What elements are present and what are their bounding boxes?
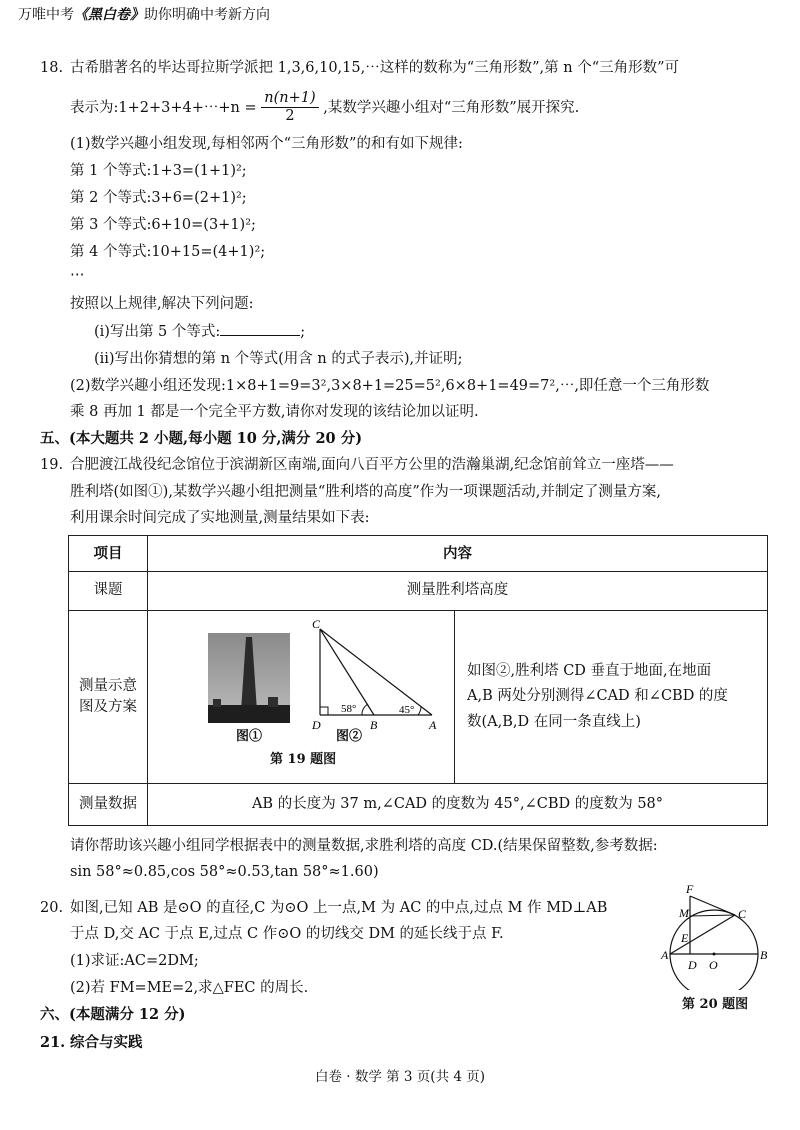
q19-line1: 合肥渡江战役纪念馆位于滨湖新区南端,面向八百平方公里的浩瀚巢湖,纪念馆前耸立一座塔—— (70, 457, 674, 473)
angle-45-label: 45° (399, 704, 415, 716)
table-header-content: 内容 (148, 536, 768, 572)
q18-sub2: (ⅱ)写出你猜想的第 n 个等式(用含 n 的式子表示),并证明; (94, 351, 463, 367)
fraction-numerator: n(n+1) (261, 90, 318, 108)
q18-eq2: 第 2 个等式:3+6=(2+1)²; (70, 190, 247, 206)
triangular-number-fraction (261, 90, 318, 126)
tower-photo (208, 633, 290, 723)
answer-blank[interactable] (220, 323, 300, 336)
q20-number: 20. (40, 900, 64, 916)
label-c: C (312, 619, 321, 631)
triangle-diagram (298, 619, 448, 734)
segment-mc (690, 915, 735, 916)
q20-line2: 于点 D,交 AC 于点 E,过点 C 作⊙O 的切线交 DM 的延长线于点 F. (70, 926, 504, 942)
header-suffix: 助你明确中考新方向 (144, 7, 270, 23)
chord-ac (670, 915, 735, 954)
measurement-table (68, 535, 768, 826)
page-footer: 白卷 · 数学 第 3 页(共 4 页) (314, 1069, 486, 1085)
q18-sub1-end: ; (300, 324, 306, 340)
q18-part2-line2: 乘 8 再加 1 都是一个完全平方数,请你对发现的该结论加以证明. (70, 404, 479, 420)
scheme-label-line1: 测量示意 (79, 677, 137, 694)
fig2-caption: 图② (336, 729, 363, 744)
q18-eq3: 第 3 个等式:6+10=(3+1)²; (70, 217, 256, 233)
q19-ask-line2: sin 58°≈0.85,cos 58°≈0.53,tan 58°≈1.60) (70, 864, 379, 880)
fraction-denominator: 2 (285, 108, 295, 125)
header-prefix: 万唯中考 (18, 7, 74, 23)
q19-number: 19. (40, 457, 64, 473)
label-f: F (686, 882, 694, 896)
q19-ask-line1: 请你帮助该兴趣小组同学根据表中的测量数据,求胜利塔的高度 CD.(结果保留整数,参考数据: (70, 838, 658, 854)
q18-sub1 (94, 322, 305, 343)
q21-number: 21. (40, 1034, 66, 1051)
right-angle-mark (320, 707, 328, 715)
page-header (18, 5, 270, 25)
desc-line1: 如图②,胜利塔 CD 垂直于地面,在地面 (467, 662, 712, 679)
figure-cell (148, 611, 455, 784)
q18-part2-line1: (2)数学兴趣小组还发现:1×8+1=9=3²,3×8+1=25=5²,6×8+1=49=7²,⋯,即任意一个三角形数 (70, 378, 710, 394)
q18-sub1-text: (ⅰ)写出第 5 个等式: (94, 324, 221, 340)
center-point (713, 953, 716, 956)
label-d: D (312, 718, 321, 732)
scheme-description (455, 611, 768, 784)
label-b: B (760, 948, 768, 962)
q18-line1: 古希腊著名的毕达哥拉斯学派把 1,3,6,10,15,⋯这样的数称为“三角形数”,第 n 个“三角形数”可 (70, 60, 680, 76)
q20-line1: 如图,已知 AB 是⊙O 的直径,C 为⊙O 上一点,M 为 AC 的中点,过点 M 作 MD⊥AB (70, 900, 608, 916)
q18-part1-intro: (1)数学兴趣小组发现,每相邻两个“三角形数”的和有如下规律: (70, 136, 463, 152)
data-label: 测量数据 (69, 784, 148, 826)
q18-eq1: 第 1 个等式:1+3=(1+1)²; (70, 163, 247, 179)
section6-heading: 六、(本题满分 12 分) (40, 1006, 186, 1023)
topic-label: 课题 (69, 572, 148, 611)
label-a: A (661, 948, 669, 962)
scheme-label-line2: 图及方案 (79, 699, 137, 715)
q19-line2: 胜利塔(如图①),某数学兴趣小组把测量“胜利塔的高度”作为一项课题活动,并制定了测量方案, (70, 484, 661, 500)
q18-line2-post: ,某数学兴趣小组对“三角形数”展开探究. (323, 99, 580, 116)
q18-line2 (70, 90, 579, 126)
fig19-title: 第 19 题图 (270, 752, 337, 767)
label-m: M (679, 906, 689, 920)
angle-58-label: 58° (341, 703, 357, 715)
angle-a-arc (418, 707, 421, 715)
data-value: AB 的长度为 37 m,∠CAD 的度数为 45°,∠CBD 的度数为 58° (148, 784, 768, 826)
scheme-label (69, 611, 148, 784)
circle-o (670, 910, 758, 990)
label-a: A (429, 718, 437, 732)
q18-line2-pre: 表示为:1+2+3+4+⋯+n = (70, 99, 257, 116)
label-b: B (370, 718, 378, 732)
q19-line3: 利用课余时间完成了实地测量,测量结果如下表: (70, 510, 370, 526)
header-book-title: 《黑白卷》 (74, 7, 144, 23)
q20-part2: (2)若 FM=ME=2,求△FEC 的周长. (70, 980, 309, 996)
q20-part1: (1)求证:AC=2DM; (70, 953, 199, 969)
desc-line2: A,B 两处分别测得∠CAD 和∠CBD 的度 (467, 688, 728, 705)
topic-value: 测量胜利塔高度 (148, 572, 768, 611)
section5-heading: 五、(本大题共 2 小题,每小题 10 分,满分 20 分) (40, 430, 363, 447)
fig20-caption: 第 20 题图 (682, 997, 749, 1012)
q18-instruction: 按照以上规律,解决下列问题: (70, 296, 254, 312)
label-e: E (681, 931, 689, 945)
angle-b-arc (362, 704, 368, 715)
q18-number: 18. (40, 60, 64, 76)
label-d: D (688, 958, 697, 972)
q18-ellipsis: ⋯ (70, 267, 85, 283)
q18-eq4: 第 4 个等式:10+15=(4+1)²; (70, 244, 266, 260)
fig1-caption: 图① (236, 729, 263, 744)
label-o: O (709, 958, 718, 972)
table-header-item: 项目 (69, 536, 148, 572)
segment-ca (320, 629, 432, 715)
tangent-fc (690, 896, 735, 915)
desc-line3: 数(A,B,D 在同一条直线上) (467, 713, 641, 730)
label-c: C (738, 907, 747, 921)
circle-diagram (660, 880, 770, 990)
q21-title: 综合与实践 (70, 1034, 143, 1051)
